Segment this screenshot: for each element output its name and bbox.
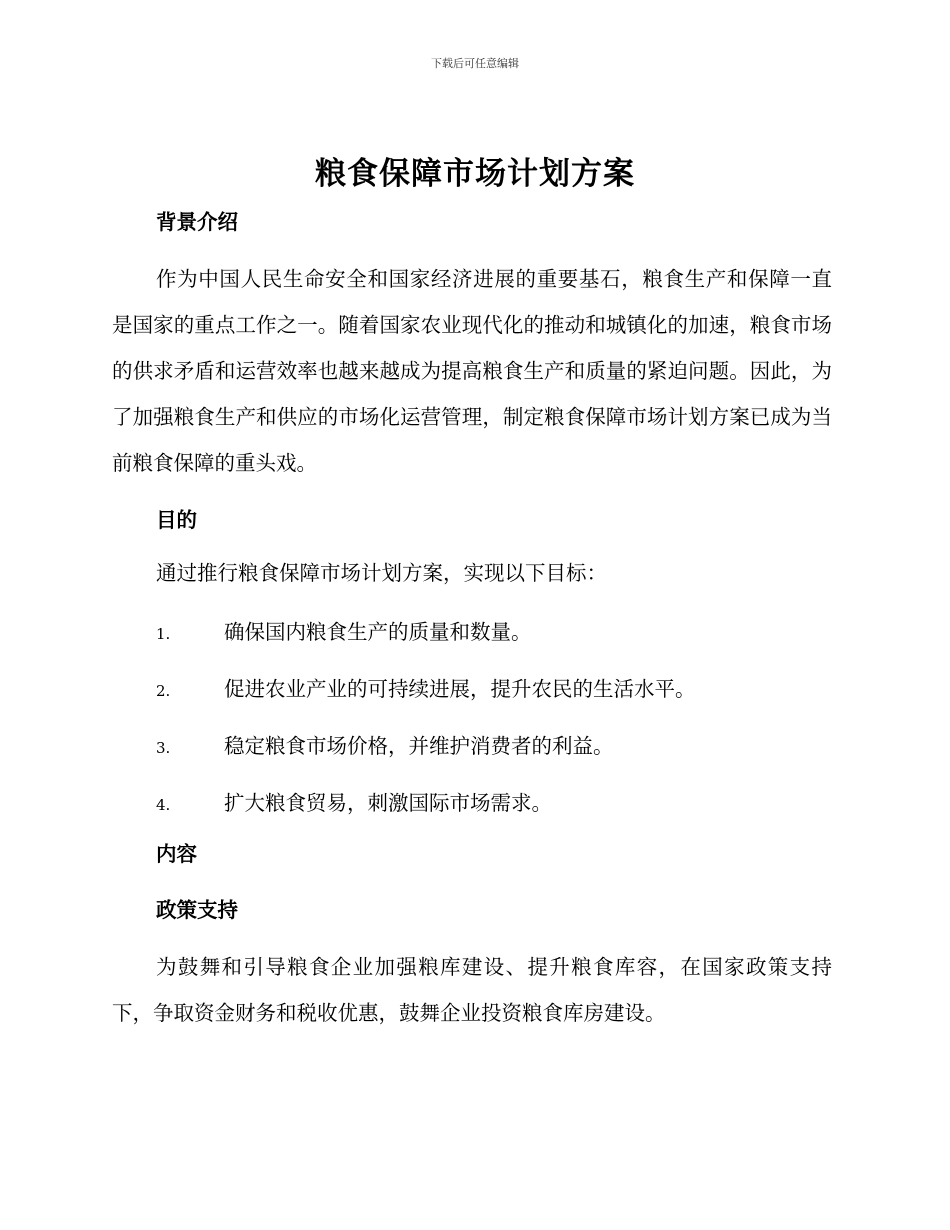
list-item-number: 2. bbox=[156, 682, 171, 700]
page-header-note: 下载后可任意编辑 bbox=[431, 57, 519, 70]
list-item-number: 3. bbox=[156, 739, 171, 757]
section-heading-content: 内容 bbox=[156, 842, 197, 866]
document-body bbox=[112, 200, 832, 1036]
list-item-text: 稳定粮食市场价格，并维护消费者的利益。 bbox=[224, 734, 614, 758]
section-heading-purpose: 目的 bbox=[156, 508, 197, 532]
list-item-text: 确保国内粮食生产的质量和数量。 bbox=[224, 620, 532, 644]
list-item-text: 促进农业产业的可持续进展，提升农民的生活水平。 bbox=[224, 677, 696, 701]
list-item-number: 1. bbox=[156, 625, 171, 643]
list-item-text: 扩大粮食贸易，刺激国际市场需求。 bbox=[224, 791, 552, 815]
purpose-list bbox=[112, 604, 832, 832]
list-item bbox=[112, 775, 832, 832]
document-title: 粮食保障市场计划方案 bbox=[315, 156, 635, 192]
list-item-number: 4. bbox=[156, 796, 171, 814]
purpose-intro: 通过推行粮食保障市场计划方案，实现以下目标： bbox=[156, 561, 607, 585]
list-item bbox=[112, 718, 832, 775]
policy-paragraph: 为鼓舞和引导粮食企业加强粮库建设、提升粮食库容，在国家政策支持下，争取资金财务和税收优惠，鼓舞企业投资粮食库房建设。 bbox=[112, 955, 832, 1025]
list-item bbox=[112, 604, 832, 661]
background-paragraph: 作为中国人民生命安全和国家经济进展的重要基石，粮食生产和保障一直是国家的重点工作之一。随着国家农业现代化的推动和城镇化的加速，粮食市场的供求矛盾和运营效率也越来越成为提高粮食生产和质量的紧迫问题。因此，为了加强粮食生产和供应的市场化运营管理，制定粮食保障市场计划方案已成为当前粮食保障的重头戏。 bbox=[112, 267, 832, 475]
section-heading-policy: 政策支持 bbox=[156, 898, 238, 922]
list-item bbox=[112, 661, 832, 718]
section-heading-background: 背景介绍 bbox=[156, 210, 238, 234]
